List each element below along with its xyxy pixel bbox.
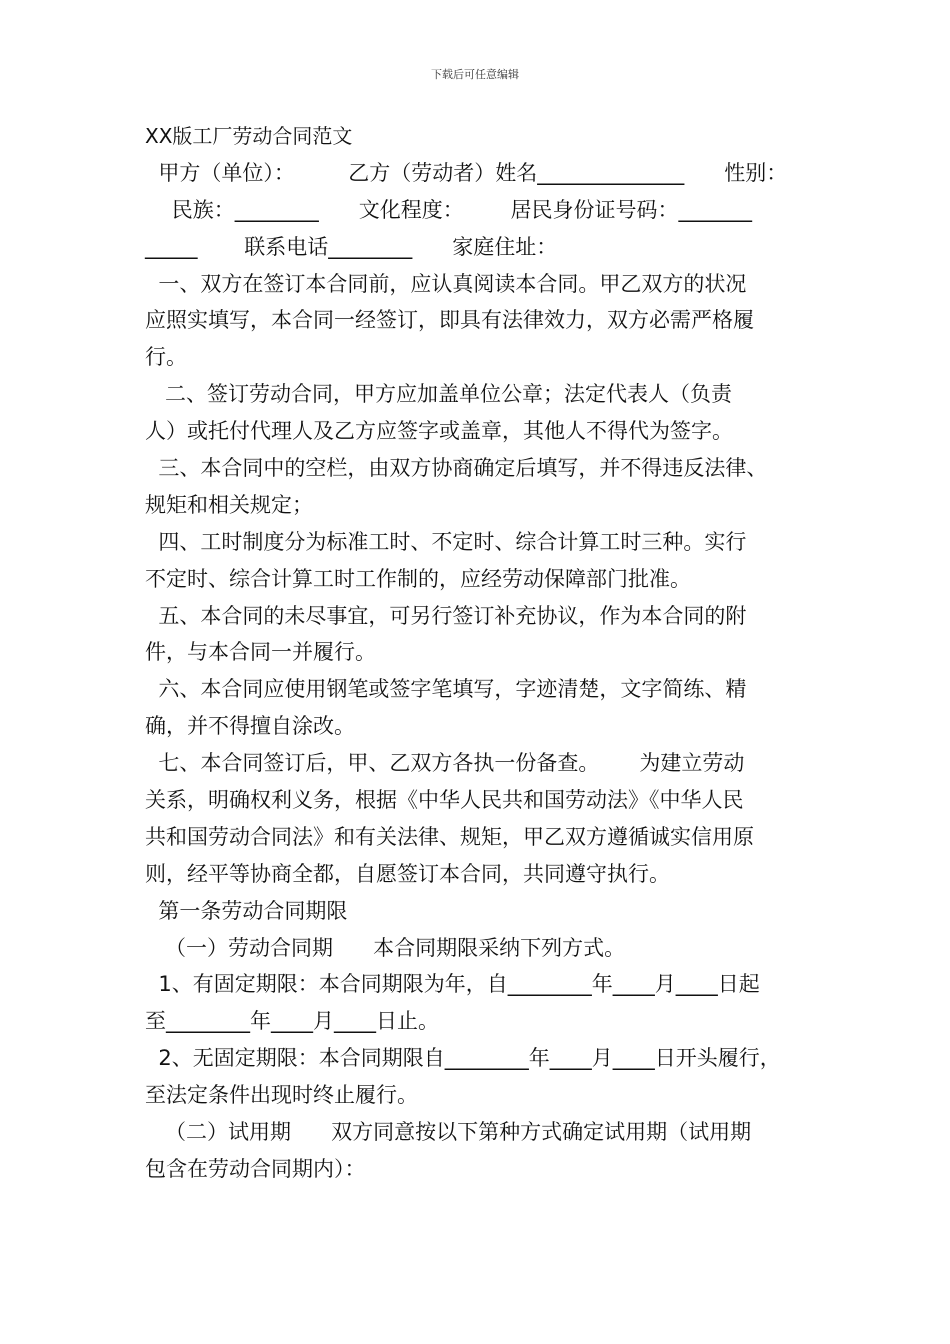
clause-line: 确，并不得擅自涂改。 [145,714,355,739]
party-info-line-3: _____ 联系电话________ 家庭住址： [145,234,558,259]
clause-line: 五、本合同的未尽事宜，可另行签订补充协议，作为本合同的附 [145,603,747,628]
clause-line: 三、本合同中的空栏，由双方协商确定后填写，并不得违反法律、 [145,456,768,481]
header-note: 下载后可任意编辑 [431,68,519,81]
clause-line: （二）试用期 双方同意按以下第种方式确定试用期（试用期 [145,1120,752,1145]
clause-line: 应照实填写，本合同一经签订，即具有法律效力，双方必需严格履 [145,308,754,333]
clause-line: 则，经平等协商全都，自愿签订本合同，共同遵守执行。 [145,861,670,886]
clause-line: 关系，明确权利义务，根据《中华人民共和国劳动法》《中华人民 [145,788,744,813]
clause-line: 七、本合同签订后，甲、乙双方各执一份备查。 为建立劳动 [145,751,745,776]
clause-line: 行。 [145,345,187,370]
clause-line: 四、工时制度分为标准工时、不定时、综合计算工时三种。实行 [145,529,747,554]
article-heading: 第一条劳动合同期限 [145,898,348,923]
clause-line: 不定时、综合计算工时工作制的，应经劳动保障部门批准。 [145,566,691,591]
clause-line: 包含在劳动合同期内）： [145,1156,366,1181]
party-info-line-1: 甲方（单位）： 乙方（劳动者）姓名______________ 性别： [145,160,788,185]
party-info-line-2: 民族：________ 文化程度： 居民身份证号码：_______ [145,197,752,222]
document-body [145,118,825,1188]
clause-line: 至法定条件出现时终止履行。 [145,1083,418,1108]
clause-line: 规矩和相关规定； [145,492,313,517]
clause-line: 至________年____月____日止。 [145,1009,439,1034]
clause-line: 共和国劳动合同法》和有关法律、规矩，甲乙双方遵循诚实信用原 [145,824,754,849]
clause-line: 1、有固定期限：本合同期限为年，自________年____月____日起 [145,972,760,997]
clause-line: 二、签订劳动合同，甲方应加盖单位公章；法定代表人（负责 [145,382,733,407]
document-title: XX版工厂劳动合同范文 [145,124,353,148]
clause-line: 一、双方在签订本合同前，应认真阅读本合同。甲乙双方的状况 [145,271,747,296]
clause-line: 六、本合同应使用钢笔或签字笔填写，字迹清楚，文字简练、精 [145,677,747,702]
clause-line: （一）劳动合同期 本合同期限采纳下列方式。 [145,935,626,960]
clause-line: 2、无固定期限：本合同期限自________年____月____日开头履行， [145,1046,781,1071]
clause-line: 人）或托付代理人及乙方应签字或盖章，其他人不得代为签字。 [145,419,733,444]
clause-line: 件，与本合同一并履行。 [145,640,376,665]
